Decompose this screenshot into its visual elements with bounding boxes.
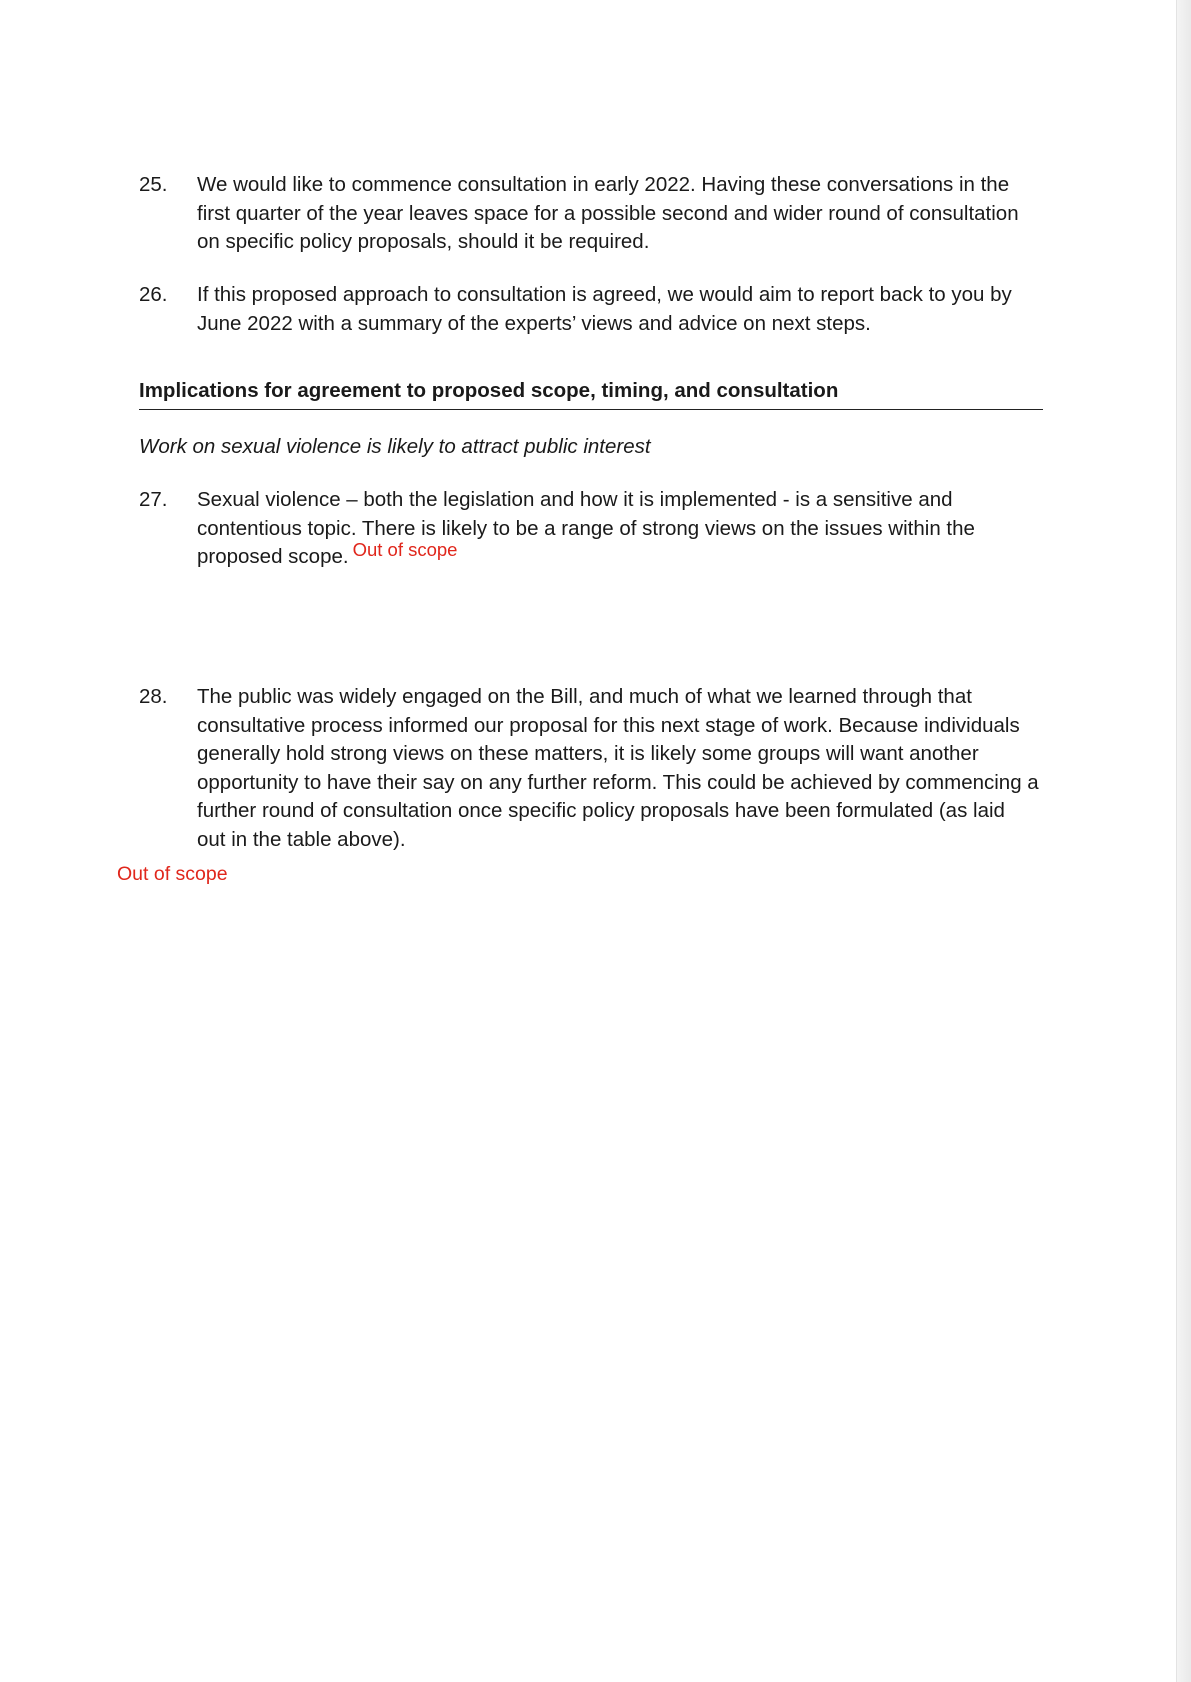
paragraph-number: 28.: [139, 685, 168, 708]
section-heading: Implications for agreement to proposed scope, timing, and consultation: [139, 377, 1043, 410]
paragraph-number: 27.: [139, 488, 168, 511]
paragraph-number: 26.: [139, 283, 168, 306]
redaction-label-footer: Out of scope: [117, 863, 228, 885]
paragraph-number: 25.: [139, 173, 168, 196]
paragraph-text: If this proposed approach to consultation is agreed, we would aim to report back to you by June 2022 with a summary of the experts’ views and advice on next steps.: [197, 283, 1012, 335]
paragraph-text: Sexual violence – both the legislation and how it is implemented - is a sensitive and contentious topic. There is likely to be a range of strong views on the issues within the proposed scope.: [197, 488, 975, 569]
paragraph-text-wrapper: [197, 486, 1039, 572]
scan-edge: [1176, 0, 1191, 1682]
section-subheading: Work on sexual violence is likely to attract public interest: [139, 435, 651, 458]
paragraph-26: [139, 281, 1039, 338]
paragraph-text: We would like to commence consultation in early 2022. Having these conversations in the first quarter of the year leaves space for a possible second and wider round of consultation on specific policy proposals, should it be required.: [197, 173, 1019, 254]
paragraph-25: [139, 171, 1039, 257]
paragraph-28: [139, 683, 1039, 855]
paragraph-27: [139, 486, 1039, 572]
redaction-label: Out of scope: [352, 539, 458, 561]
paragraph-text: The public was widely engaged on the Bill, and much of what we learned through that consultative process informed our proposal for this next stage of work. Because individuals generally hold strong views on these matters, it is likely some groups will want another opportunity to have their say on any further reform. This could be achieved by commencing a further round of consultation once specific policy proposals have been formulated (as laid out in the table above).: [197, 685, 1039, 851]
